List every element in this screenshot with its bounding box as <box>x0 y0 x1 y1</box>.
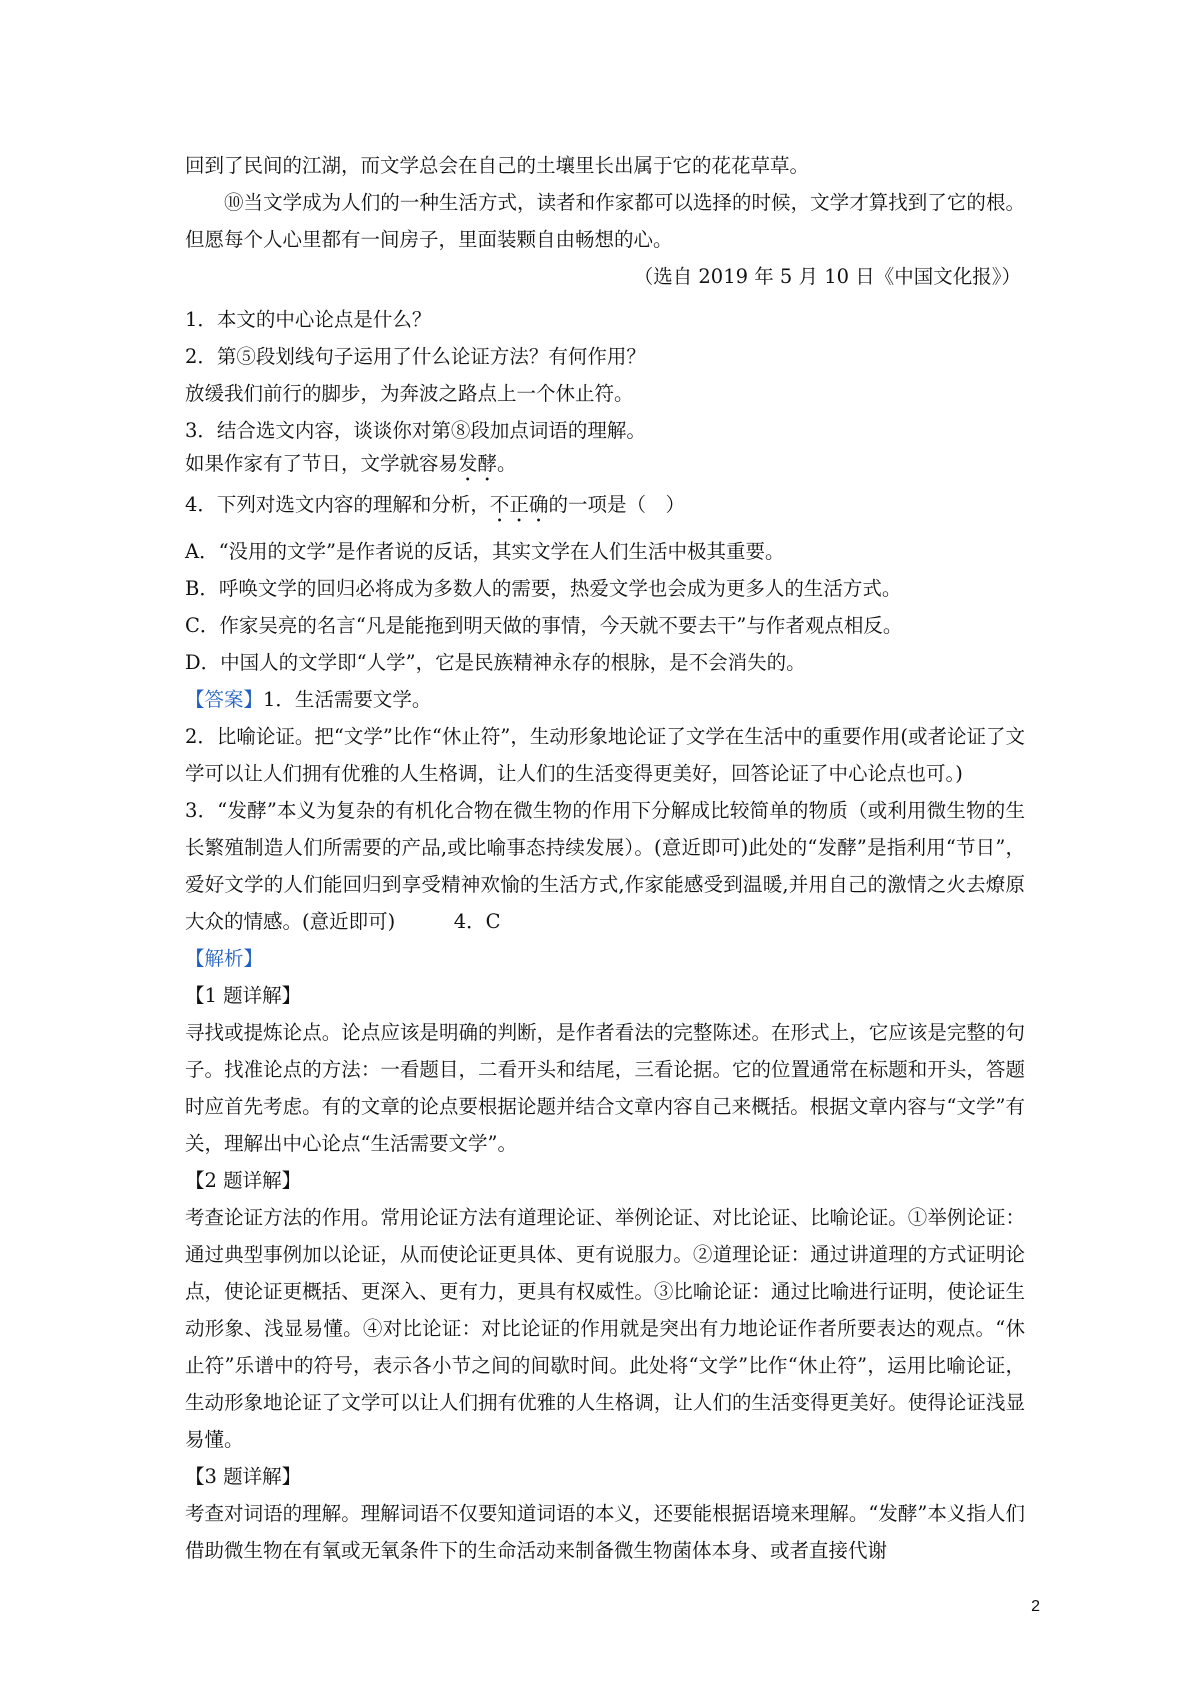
analysis-heading-3: 【3 题详解】 <box>185 1465 302 1488</box>
analysis-text-1: 寻找或提炼论点。论点应该是明确的判断，是作者看法的完整陈述。在形式上，它应该是完整的句子。找准论点的方法：一看题目，二看开头和结尾，三看论据。它的位置通常在标题和开头，答题时应首先考虑。有的文章的论点要根据论题并结合文章内容自己来概括。根据文章内容与“文学”有关，理解出中心论点“生活需要文学”。 <box>185 1021 1025 1155</box>
analysis-heading-1: 【1 题详解】 <box>185 984 302 1007</box>
analysis-text-2: 考查论证方法的作用。常用论证方法有道理论证、举例论证、对比论证、比喻论证。①举例论证：通过典型事例加以论证，从而使论证更具体、更有说服力。②道理论证：通过讲道理的方式证明论点，使论证更概括、更深入、更有力，更具有权威性。③比喻论证：通过比喻进行证明，使论证生动形象、浅显易懂。④对比论证：对比论证的作用就是突出有力地论证作者所要表达的观点。“休止符”乐谱中的符号，表示各小节之间的间歇时间。此处将“文学”比作“休止符”，运用比喻论证，生动形象地论证了文学可以让人们拥有优雅的人生格调，让人们的生活变得更美好。使得论证浅显易懂。 <box>185 1206 1025 1451</box>
question-3-quote <box>185 449 1025 486</box>
question-4-text: 4．下列对选文内容的理解和分析， <box>185 493 490 516</box>
page-content <box>185 147 1025 1569</box>
answer-1: 1．生活需要文学。 <box>263 688 432 711</box>
question-3: 3．结合选文内容，谈谈你对第⑧段加点词语的理解。 <box>185 419 646 442</box>
answer-3: 3．“发酵”本义为复杂的有机化合物在微生物的作用下分解成比较简单的物质（或利用微生物的生长繁殖制造人们所需要的产品,或比喻事态持续发展）。(意近即可)此处的“发酵”是指利用“节日”，爱好文学的人们能回归到享受精神欢愉的生活方式,作家能感受到温暖,并用自己的激情之火去燎原大众的情感。(意近即可) 4．C <box>185 799 1025 933</box>
source-citation: （选自 2019 年 5 月 10 日《中国文化报》） <box>633 265 1021 288</box>
page-number: 2 <box>1031 1598 1040 1615</box>
option-c: C．作家吴亮的名言“凡是能拖到明天做的事情，今天就不要去干”与作者观点相反。 <box>185 614 903 637</box>
analysis-label: 【解析】 <box>185 947 264 970</box>
answer-line-1 <box>185 681 1025 718</box>
answer-label: 【答案】 <box>185 688 264 711</box>
dotted-word: 不正确 <box>489 493 549 516</box>
quote-text-end: 。 <box>497 452 517 475</box>
analysis-heading-2: 【2 题详解】 <box>185 1169 302 1192</box>
analysis-text-3: 考查对词语的理解。理解词语不仅要知道词语的本义，还要能根据语境来理解。“发酵”本义指人们借助微生物在有氧或无氧条件下的生命活动来制备微生物菌体本身、或者直接代谢 <box>185 1502 1025 1562</box>
option-d: D．中国人的文学即“人学”，它是民族精神永存的根脉，是不会消失的。 <box>185 651 806 674</box>
paragraph-10: ⑩当文学成为人们的一种生活方式，读者和作家都可以选择的时候，文学才算找到了它的根。但愿每个人心里都有一间房子，里面装颗自由畅想的心。 <box>185 191 1025 251</box>
question-4 <box>185 486 1025 527</box>
question-1: 1．本文的中心论点是什么？ <box>185 308 432 331</box>
question-4-text-end: 的一项是（ ） <box>548 493 685 516</box>
question-2: 2．第⑤段划线句子运用了什么论证方法？有何作用？ <box>185 345 646 368</box>
passage-line: 回到了民间的江湖，而文学总会在自己的土壤里长出属于它的花花草草。 <box>185 154 810 177</box>
dotted-word: 发酵 <box>458 452 498 475</box>
option-a: A．“没用的文学”是作者说的反话，其实文学在人们生活中极其重要。 <box>185 540 785 563</box>
option-b: B．呼唤文学的回归必将成为多数人的需要，热爱文学也会成为更多人的生活方式。 <box>185 577 902 600</box>
answer-2: 2．比喻论证。把“文学”比作“休止符”，生动形象地论证了文学在生活中的重要作用(或者论证了文学可以让人们拥有优雅的人生格调，让人们的生活变得更美好，回答论证了中心论点也可。) <box>185 725 1025 785</box>
analysis-label-line <box>185 940 1025 977</box>
quote-text: 如果作家有了节日，文学就容易 <box>185 452 459 475</box>
question-2-quote: 放缓我们前行的脚步，为奔波之路点上一个休止符。 <box>185 382 634 405</box>
